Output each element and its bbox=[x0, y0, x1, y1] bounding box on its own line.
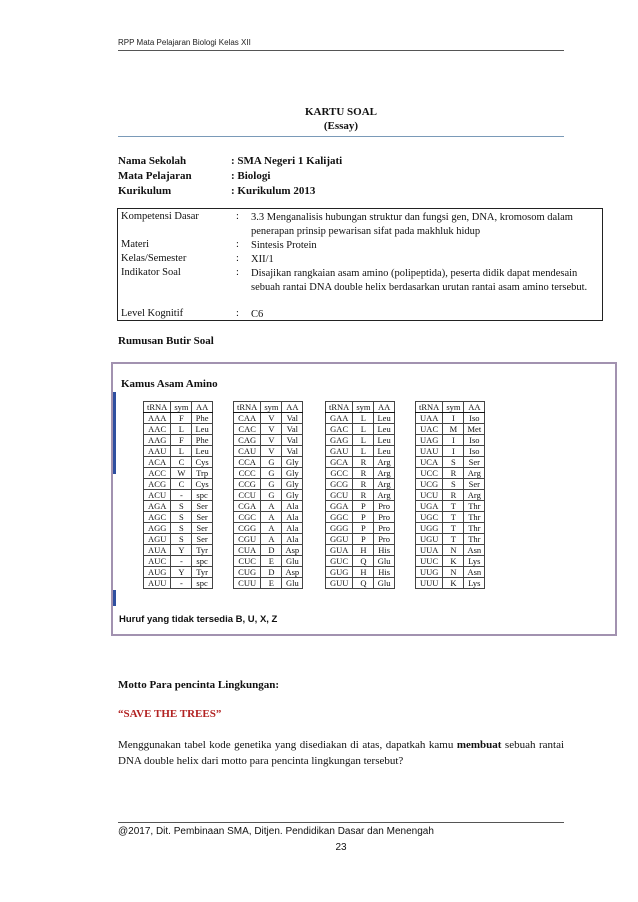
table-cell: H bbox=[353, 567, 374, 578]
table-cell: CCC bbox=[234, 468, 261, 479]
table-cell: Leu bbox=[192, 446, 212, 457]
table-cell: CUG bbox=[234, 567, 261, 578]
table-row bbox=[326, 556, 395, 567]
table-cell: Pro bbox=[374, 512, 394, 523]
table-cell: L bbox=[353, 424, 374, 435]
table-cell: UUA bbox=[416, 545, 443, 556]
table-cell: UAA bbox=[416, 413, 443, 424]
table-row bbox=[326, 446, 395, 457]
table-cell: Thr bbox=[464, 501, 485, 512]
table-cell: CGA bbox=[234, 501, 261, 512]
table-cell: N bbox=[443, 567, 464, 578]
table-cell: T bbox=[443, 501, 464, 512]
table-cell: H bbox=[353, 545, 374, 556]
table-cell: Pro bbox=[374, 501, 394, 512]
table-row bbox=[416, 523, 485, 534]
table-cell: G bbox=[261, 490, 282, 501]
table-cell: K bbox=[443, 578, 464, 589]
table-cell: UCG bbox=[416, 479, 443, 490]
table-cell: Thr bbox=[464, 534, 485, 545]
table-row bbox=[144, 512, 213, 523]
header-rule bbox=[118, 50, 564, 51]
table-cell: V bbox=[261, 446, 282, 457]
table-cell: Met bbox=[464, 424, 485, 435]
table-cell: Asn bbox=[464, 545, 485, 556]
table-cell: Gly bbox=[282, 457, 303, 468]
table-cell: Ser bbox=[464, 479, 485, 490]
table-cell: S bbox=[171, 512, 192, 523]
table-cell: T bbox=[443, 523, 464, 534]
table-cell: P bbox=[353, 501, 374, 512]
table-row bbox=[416, 446, 485, 457]
table-row bbox=[234, 556, 303, 567]
table-row bbox=[144, 413, 213, 424]
table-cell: UAC bbox=[416, 424, 443, 435]
table-header-cell: AA bbox=[374, 402, 394, 413]
table-cell: C bbox=[171, 457, 192, 468]
table-cell: Gly bbox=[282, 490, 303, 501]
table-cell: CCA bbox=[234, 457, 261, 468]
table-cell: P bbox=[353, 523, 374, 534]
table-cell: Leu bbox=[374, 424, 394, 435]
table-cell: S bbox=[171, 534, 192, 545]
table-cell: Glu bbox=[374, 556, 394, 567]
table-row bbox=[326, 468, 395, 479]
table-cell: Arg bbox=[464, 490, 485, 501]
table-cell: CUU bbox=[234, 578, 261, 589]
table-header-cell: sym bbox=[353, 402, 374, 413]
table-cell: S bbox=[443, 457, 464, 468]
table-cell: Val bbox=[282, 446, 303, 457]
table-row bbox=[144, 424, 213, 435]
table-row bbox=[416, 457, 485, 468]
table-cell: Iso bbox=[464, 413, 485, 424]
table-cell: Iso bbox=[464, 435, 485, 446]
table-cell: ACA bbox=[144, 457, 171, 468]
table-cell: CGC bbox=[234, 512, 261, 523]
table-cell: Phe bbox=[192, 413, 212, 424]
table-cell: Pro bbox=[374, 534, 394, 545]
table-cell: D bbox=[261, 567, 282, 578]
table-cell: G bbox=[261, 479, 282, 490]
table-cell: Ala bbox=[282, 523, 303, 534]
motto-text: “SAVE THE TREES” bbox=[118, 708, 222, 720]
table-cell: I bbox=[443, 435, 464, 446]
table-cell: UCA bbox=[416, 457, 443, 468]
table-row bbox=[326, 578, 395, 589]
table-cell: UCU bbox=[416, 490, 443, 501]
table-cell: GGA bbox=[326, 501, 353, 512]
table-cell: N bbox=[443, 545, 464, 556]
table-cell: GAC bbox=[326, 424, 353, 435]
table-cell: Val bbox=[282, 435, 303, 446]
table-cell: AGA bbox=[144, 501, 171, 512]
table-cell: spc bbox=[192, 490, 212, 501]
table-cell: UUU bbox=[416, 578, 443, 589]
table-cell: Arg bbox=[374, 468, 394, 479]
table-cell: ACG bbox=[144, 479, 171, 490]
table-header-cell: sym bbox=[261, 402, 282, 413]
table-row bbox=[144, 578, 213, 589]
table-cell: L bbox=[353, 413, 374, 424]
table-cell: Q bbox=[353, 578, 374, 589]
table-row bbox=[416, 545, 485, 556]
table-cell: ACU bbox=[144, 490, 171, 501]
question-text: Menggunakan tabel kode genetika yang disediakan di atas, dapatkah kamu membuat sebuah rantai DNA double helix dari motto para pencinta lingkungan tersebut? bbox=[118, 739, 565, 767]
table-cell: Thr bbox=[464, 523, 485, 534]
table-cell: A bbox=[261, 534, 282, 545]
table-cell: W bbox=[171, 468, 192, 479]
table-cell: Cys bbox=[192, 457, 212, 468]
table-cell: GAA bbox=[326, 413, 353, 424]
table-cell: Asp bbox=[282, 567, 303, 578]
codon-table-a bbox=[143, 401, 213, 589]
table-cell: Pro bbox=[374, 523, 394, 534]
table-row bbox=[144, 534, 213, 545]
table-cell: AAC bbox=[144, 424, 171, 435]
table-row bbox=[234, 435, 303, 446]
table-row bbox=[144, 545, 213, 556]
table-cell: Leu bbox=[374, 435, 394, 446]
table-row bbox=[144, 556, 213, 567]
table-cell: GCC bbox=[326, 468, 353, 479]
table-row bbox=[234, 567, 303, 578]
table-cell: R bbox=[353, 479, 374, 490]
table-cell: S bbox=[443, 479, 464, 490]
table-cell: Leu bbox=[192, 424, 212, 435]
table-row bbox=[326, 457, 395, 468]
table-cell: Ala bbox=[282, 501, 303, 512]
table-cell: GCU bbox=[326, 490, 353, 501]
table-cell: His bbox=[374, 545, 394, 556]
table-header-cell: sym bbox=[443, 402, 464, 413]
table-cell: A bbox=[261, 501, 282, 512]
table-row bbox=[416, 512, 485, 523]
table-row bbox=[326, 523, 395, 534]
table-row bbox=[234, 523, 303, 534]
codon-table-c bbox=[233, 401, 303, 589]
table-cell: GGC bbox=[326, 512, 353, 523]
card-title: KARTU SOAL bbox=[304, 106, 378, 118]
table-cell: CAA bbox=[234, 413, 261, 424]
table-row bbox=[416, 468, 485, 479]
table-cell: E bbox=[261, 556, 282, 567]
table-cell: L bbox=[171, 446, 192, 457]
table-row bbox=[326, 501, 395, 512]
table-cell: CAC bbox=[234, 424, 261, 435]
table-cell: Ser bbox=[464, 457, 485, 468]
table-cell: Phe bbox=[192, 435, 212, 446]
table-cell: GUG bbox=[326, 567, 353, 578]
table-header-cell: tRNA bbox=[416, 402, 443, 413]
table-cell: UGA bbox=[416, 501, 443, 512]
info-subject: Mata Pelajaran : Biologi bbox=[118, 170, 271, 182]
table-cell: R bbox=[443, 468, 464, 479]
table-cell: CCG bbox=[234, 479, 261, 490]
table-row bbox=[144, 446, 213, 457]
table-row bbox=[234, 512, 303, 523]
table-row bbox=[326, 424, 395, 435]
table-row bbox=[416, 479, 485, 490]
table-cell: L bbox=[353, 446, 374, 457]
table-row bbox=[234, 479, 303, 490]
table-cell: UGC bbox=[416, 512, 443, 523]
table-cell: C bbox=[171, 479, 192, 490]
table-row bbox=[326, 413, 395, 424]
table-cell: P bbox=[353, 512, 374, 523]
table-cell: A bbox=[261, 523, 282, 534]
table-cell: G bbox=[261, 468, 282, 479]
table-row bbox=[416, 578, 485, 589]
table-cell: GGU bbox=[326, 534, 353, 545]
table-cell: CUA bbox=[234, 545, 261, 556]
codon-table-u bbox=[415, 401, 485, 589]
table-cell: UGU bbox=[416, 534, 443, 545]
table-cell: spc bbox=[192, 556, 212, 567]
table-cell: spc bbox=[192, 578, 212, 589]
table-cell: - bbox=[171, 490, 192, 501]
table-row bbox=[416, 413, 485, 424]
table-cell: Ser bbox=[192, 512, 212, 523]
table-row bbox=[144, 435, 213, 446]
table-cell: S bbox=[171, 523, 192, 534]
table-cell: I bbox=[443, 413, 464, 424]
table-cell: S bbox=[171, 501, 192, 512]
card-subtitle: (Essay) bbox=[323, 120, 359, 132]
table-row bbox=[234, 446, 303, 457]
table-cell: V bbox=[261, 424, 282, 435]
table-cell: Y bbox=[171, 545, 192, 556]
table-cell: AAU bbox=[144, 446, 171, 457]
table-cell: R bbox=[353, 490, 374, 501]
table-row bbox=[416, 435, 485, 446]
table-cell: Leu bbox=[374, 446, 394, 457]
table-cell: GUA bbox=[326, 545, 353, 556]
table-row bbox=[326, 534, 395, 545]
table-cell: Arg bbox=[374, 457, 394, 468]
table-cell: Cys bbox=[192, 479, 212, 490]
table-row bbox=[234, 545, 303, 556]
table-cell: L bbox=[353, 435, 374, 446]
table-row bbox=[234, 457, 303, 468]
table-header-cell: sym bbox=[171, 402, 192, 413]
table-cell: A bbox=[261, 512, 282, 523]
table-header-cell: AA bbox=[192, 402, 212, 413]
left-stripe bbox=[113, 590, 116, 606]
table-row bbox=[416, 490, 485, 501]
footer-text: @2017, Dit. Pembinaan SMA, Ditjen. Pendidikan Dasar dan Menengah bbox=[118, 826, 434, 837]
table-cell: Lys bbox=[464, 556, 485, 567]
table-cell: Glu bbox=[282, 556, 303, 567]
table-cell: T bbox=[443, 534, 464, 545]
table-cell: Tyr bbox=[192, 545, 212, 556]
table-header-cell: tRNA bbox=[144, 402, 171, 413]
footer-rule bbox=[118, 822, 564, 823]
table-cell: AUU bbox=[144, 578, 171, 589]
table-cell: CCU bbox=[234, 490, 261, 501]
table-cell: AGC bbox=[144, 512, 171, 523]
table-cell: F bbox=[171, 435, 192, 446]
table-cell: GUC bbox=[326, 556, 353, 567]
table-cell: Arg bbox=[374, 490, 394, 501]
table-cell: AGG bbox=[144, 523, 171, 534]
table-row bbox=[144, 468, 213, 479]
table-cell: UUG bbox=[416, 567, 443, 578]
table-cell: CAG bbox=[234, 435, 261, 446]
table-cell: Iso bbox=[464, 446, 485, 457]
table-row bbox=[416, 424, 485, 435]
table-cell: GCG bbox=[326, 479, 353, 490]
table-cell: AUA bbox=[144, 545, 171, 556]
table-cell: AAG bbox=[144, 435, 171, 446]
running-header: RPP Mata Pelajaran Biologi Kelas XII bbox=[118, 38, 251, 47]
table-cell: UAG bbox=[416, 435, 443, 446]
table-header-cell: tRNA bbox=[326, 402, 353, 413]
table-cell: R bbox=[353, 468, 374, 479]
table-header-cell: tRNA bbox=[234, 402, 261, 413]
table-cell: Ala bbox=[282, 534, 303, 545]
table-cell: Ser bbox=[192, 501, 212, 512]
table-cell: I bbox=[443, 446, 464, 457]
table-cell: Gly bbox=[282, 479, 303, 490]
table-cell: UGG bbox=[416, 523, 443, 534]
table-cell: AGU bbox=[144, 534, 171, 545]
table-cell: ACC bbox=[144, 468, 171, 479]
table-cell: Arg bbox=[374, 479, 394, 490]
table-cell: UUC bbox=[416, 556, 443, 567]
table-cell: AUC bbox=[144, 556, 171, 567]
table-row bbox=[234, 501, 303, 512]
table-row bbox=[416, 534, 485, 545]
table-cell: Trp bbox=[192, 468, 212, 479]
table-cell: UAU bbox=[416, 446, 443, 457]
table-cell: F bbox=[171, 413, 192, 424]
table-cell: Ser bbox=[192, 534, 212, 545]
table-cell: UCC bbox=[416, 468, 443, 479]
table-cell: AAA bbox=[144, 413, 171, 424]
table-cell: His bbox=[374, 567, 394, 578]
table-cell: V bbox=[261, 413, 282, 424]
table-cell: Glu bbox=[282, 578, 303, 589]
table-cell: L bbox=[171, 424, 192, 435]
table-cell: Thr bbox=[464, 512, 485, 523]
table-row bbox=[234, 578, 303, 589]
table-cell: Arg bbox=[464, 468, 485, 479]
table-row bbox=[144, 490, 213, 501]
table-cell: Q bbox=[353, 556, 374, 567]
table-cell: Val bbox=[282, 424, 303, 435]
codon-table-g bbox=[325, 401, 395, 589]
table-cell: R bbox=[443, 490, 464, 501]
table-cell: Ala bbox=[282, 512, 303, 523]
unavailable-letters-note: Huruf yang tidak tersedia B, U, X, Z bbox=[119, 614, 278, 625]
table-cell: CUC bbox=[234, 556, 261, 567]
table-cell: GCA bbox=[326, 457, 353, 468]
table-cell: P bbox=[353, 534, 374, 545]
table-cell: Glu bbox=[374, 578, 394, 589]
table-cell: V bbox=[261, 435, 282, 446]
info-school: Nama Sekolah : SMA Negeri 1 Kalijati bbox=[118, 155, 343, 167]
table-row bbox=[234, 490, 303, 501]
table-row bbox=[234, 468, 303, 479]
table-cell: - bbox=[171, 578, 192, 589]
table-cell: Asn bbox=[464, 567, 485, 578]
table-header-cell: AA bbox=[464, 402, 485, 413]
table-cell: Lys bbox=[464, 578, 485, 589]
motto-heading: Motto Para pencinta Lingkungan: bbox=[118, 679, 280, 691]
table-row bbox=[144, 501, 213, 512]
table-row bbox=[234, 413, 303, 424]
table-cell: Y bbox=[171, 567, 192, 578]
table-header-cell: AA bbox=[282, 402, 303, 413]
table-row bbox=[234, 534, 303, 545]
table-row bbox=[234, 424, 303, 435]
table-row bbox=[416, 567, 485, 578]
table-cell: K bbox=[443, 556, 464, 567]
title-separator bbox=[118, 136, 564, 137]
table-cell: Ser bbox=[192, 523, 212, 534]
table-cell: GAU bbox=[326, 446, 353, 457]
table-cell: CGU bbox=[234, 534, 261, 545]
table-cell: CGG bbox=[234, 523, 261, 534]
section-heading: Rumusan Butir Soal bbox=[118, 335, 214, 347]
table-cell: M bbox=[443, 424, 464, 435]
table-cell: GUU bbox=[326, 578, 353, 589]
table-row bbox=[416, 501, 485, 512]
table-row bbox=[144, 457, 213, 468]
table-row bbox=[144, 567, 213, 578]
table-cell: G bbox=[261, 457, 282, 468]
table-row bbox=[326, 490, 395, 501]
table-row bbox=[144, 523, 213, 534]
table-cell: CAU bbox=[234, 446, 261, 457]
table-row bbox=[326, 479, 395, 490]
dictionary-title: Kamus Asam Amino bbox=[121, 378, 218, 390]
table-cell: Tyr bbox=[192, 567, 212, 578]
table-cell: R bbox=[353, 457, 374, 468]
left-stripe bbox=[113, 392, 116, 474]
question-spec-box: Kompetensi Dasar : 3.3 Menganalisis hubungan struktur dan fungsi gen, DNA, kromosom dalam penerapan prinsip pewarisan sifat pada makhluk hidup Materi : Sintesis Protein Kelas/Semester : XII/1 Indikator Soal : Disajikan rangkaian asam amino (polipeptida), peserta didik dapat mendesain sebuah rantai DNA double helix berdasarkan urutan rantai asam amino tersebut. Level Kognitif : C6 bbox=[117, 208, 603, 321]
table-cell: D bbox=[261, 545, 282, 556]
table-cell: E bbox=[261, 578, 282, 589]
table-row bbox=[144, 479, 213, 490]
table-row bbox=[326, 567, 395, 578]
info-curriculum: Kurikulum : Kurikulum 2013 bbox=[118, 185, 316, 197]
table-cell: Val bbox=[282, 413, 303, 424]
table-cell: GGG bbox=[326, 523, 353, 534]
table-cell: AUG bbox=[144, 567, 171, 578]
table-row bbox=[326, 512, 395, 523]
table-cell: Leu bbox=[374, 413, 394, 424]
table-cell: Asp bbox=[282, 545, 303, 556]
table-row bbox=[416, 556, 485, 567]
table-cell: GAG bbox=[326, 435, 353, 446]
table-row bbox=[326, 545, 395, 556]
page-number: 23 bbox=[335, 842, 347, 853]
table-cell: T bbox=[443, 512, 464, 523]
table-row bbox=[326, 435, 395, 446]
table-cell: - bbox=[171, 556, 192, 567]
table-cell: Gly bbox=[282, 468, 303, 479]
